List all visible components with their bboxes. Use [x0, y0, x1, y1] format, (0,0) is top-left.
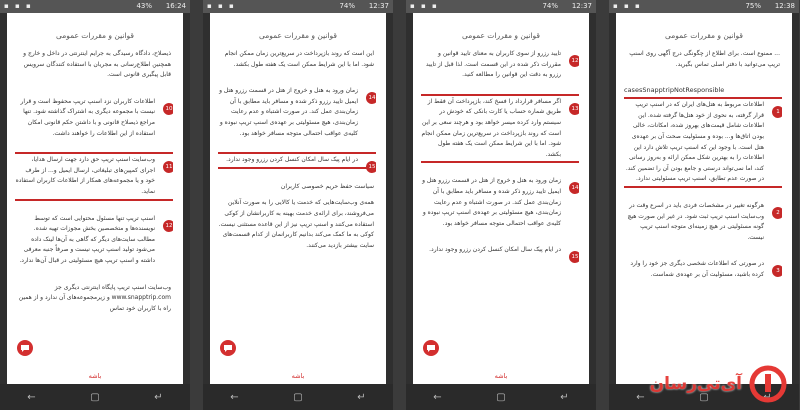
notification-icons: ▪ ▪ ▪ [613, 2, 642, 10]
clock: 12:37 [368, 2, 389, 10]
item-text: اطلاعات کاربران نزد اسنپ تریپ محفوظ است و قرار نیست با مجموعه دیگری به اشتراک گذاشته شود. تنها مراجع ذیصلاح قانونی و با داشتن حکم قانونی امکان استفاده از این اطلاعات را خواهند داشت. [20, 97, 155, 137]
android-nav-bar [203, 384, 393, 410]
recent-apps-icon[interactable]: ↵ [357, 391, 366, 403]
item-text: ... ممنوع است. برای اطلاع از چگونگی درج آگهی روی اسنپ تریپ می‌توانید با دفتر اصلی تماس بگیرید. [629, 50, 780, 68]
recent-apps-icon[interactable]: ↵ [560, 391, 569, 403]
status-bar [0, 0, 190, 13]
list-item [624, 201, 782, 243]
ok-button[interactable]: باشه [494, 372, 508, 380]
logo-icon [748, 364, 788, 404]
list-item [624, 49, 782, 70]
list-item-highlighted [624, 100, 782, 185]
list-item [624, 259, 782, 280]
notification-icons: ▪ ▪ ▪ [4, 2, 33, 10]
terms-list[interactable] [15, 49, 173, 364]
clock: 12:38 [774, 2, 795, 10]
chat-button[interactable] [220, 340, 236, 356]
item-number-badge: 11 [163, 161, 173, 173]
chat-icon [427, 345, 435, 352]
item-text: اگر مسافر قرارداد را فسخ کند، بازپرداخت آن فقط از طریق شماره حساب یا کارت بانکی که خودش در سیستم وارد کرده میسر خواهد بود و هرچند سعی بر این است که روند بازپرداخت در سریع‌ترین زمان ممکن انجام شود. اما با این شرایط ممکن است یک هفته طول بکشد. [421, 97, 561, 158]
chat-button[interactable] [17, 340, 33, 356]
item-text: زمان ورود به هتل و خروج از هتل در قسمت رزرو هتل و ایمیل تایید رزرو ذکر شده و مسافر باید مطابق با آن زمان‌بندی عمل کند. در صورت اشتباه و عدم رعایت زمان‌بندی، هیچ مسئولیتی بر عهده‌ی اسنپ تریپ نبوده و کلیه‌ی عواقب احتمالی متوجه مسافر خواهد بود. [219, 87, 358, 137]
item-number-badge: 3 [772, 265, 782, 277]
phone-screenshot-3 [406, 0, 596, 410]
list-item-highlighted [421, 97, 579, 161]
item-text: هرگونه تغییر در مشخصات فردی باید در اسرع وقت در وب‌سایت اسنپ تریپ ثبت شود. در غیر این صورت هیچ گونه مسئولیتی در هیچ زمینه‌ای متوجه اسنپ تریپ نیست. [627, 201, 764, 241]
item-text: در صورتی که اطلاعات شخصی دیگری جز خود را وارد کرده باشید، مسئولیت آن بر عهده‌ی شماست. [630, 260, 764, 278]
ok-button[interactable]: باشه [88, 372, 102, 380]
item-number-badge: 12 [569, 55, 579, 67]
terms-dialog [616, 13, 792, 384]
item-text: این است که روند بازپرداخت در سریع‌ترین زمان ممکن انجام شود. اما با این شرایط ممکن است یک هفته طول بکشد. [224, 50, 374, 68]
back-icon[interactable]: ← [27, 391, 36, 403]
list-item [421, 245, 579, 261]
chat-button[interactable] [423, 340, 439, 356]
home-icon[interactable]: ▢ [90, 391, 100, 403]
status-bar [609, 0, 799, 13]
list-item [15, 214, 173, 267]
section-heading: casesSnapptripNotResponsible [624, 86, 725, 95]
item-text: تایید رزرو از سوی کاربران به معنای تایید قوانین و مقررات ذکر شده در این قسمت است. لذا قبل از تایید رزرو به دقت این قوانین را مطالعه کنید. [425, 50, 561, 79]
list-item [218, 198, 376, 251]
back-icon[interactable]: ← [636, 391, 645, 403]
item-text: اطلاعات مربوط به هتل‌های ایران که در اسنپ تریپ قرار گرفته، به نحوی از خود هتل‌ها گرفته شده. این اطلاعات شامل قیمت‌های بهروز شده، امکانات، خالی بودن اتاق‌ها و... بوده و مسئولیت صحت آن بر عهده‌ی هتل است. با وجود این که اسنپ تریپ تلاش دارد این اطلاعات را به بهترین شکل ممکن ارائه و به‌روز رسانی کند، اما نمی‌تواند درستی و جامع بودن آن را تضمین کند. در صورت عدم تطابق، اسنپ تریپ مسئولیتی ندارد. [625, 101, 764, 183]
terms-list[interactable] [421, 49, 579, 364]
dialog-title: قوانین و مقررات عمومی [664, 31, 744, 40]
item-text: همه‌ی وب‌سایت‌هایی که خدمت یا کالایی را به صورت آنلاین می‌فروشند، برای ارائه‌ی خدمت بهینه به کاربرانشان از کوکی استفاده می‌کنند و اسنپ تریپ نیز از این قاعده مستثنی نیست. کوکی به ما کمک می‌کند بدانیم کاربرانمان از کدام قسمت‌های سایت بیشتر بازدید می‌کنند. [218, 199, 374, 249]
phone-screenshot-2 [203, 0, 393, 410]
list-item [15, 97, 173, 139]
home-icon[interactable]: ▢ [293, 391, 303, 403]
item-number-badge: 12 [163, 220, 173, 232]
item-number-badge: 10 [163, 103, 173, 115]
recent-apps-icon[interactable]: ↵ [154, 391, 163, 403]
item-text: ذیصلاح، دادگاه رسیدگی به جرایم اینترنتی در داخل و خارج و همچنین اطلاع‌رسانی به مجریان با استفاده کنندگان سرویس قابل پیگیری قانونی است. [23, 50, 171, 79]
chat-icon [224, 345, 232, 352]
item-number-badge: 15 [569, 251, 579, 263]
list-item [218, 86, 376, 139]
notification-icons: ▪ ▪ ▪ [410, 2, 439, 10]
item-number-badge: 15 [366, 161, 376, 173]
clock: 16:24 [165, 2, 186, 10]
ok-button[interactable]: باشه [291, 372, 305, 380]
clock: 12:37 [571, 2, 592, 10]
terms-list[interactable] [218, 49, 376, 364]
section-heading: سیاست حفظ حریم خصوصی کاربران [280, 182, 374, 190]
terms-dialog [210, 13, 386, 384]
phone-screenshot-4 [609, 0, 799, 410]
notification-icons: ▪ ▪ ▪ [207, 2, 236, 10]
terms-dialog [413, 13, 589, 384]
chat-icon [21, 345, 29, 352]
back-icon[interactable]: ← [230, 391, 239, 403]
item-text: وب‌سایت اسنپ تریپ پایگاه اینترنتی دیگری جز www.snapptrip.com و زیرمجموعه‌های آن ندارد و از همین راه با کاربران خود تماس [18, 283, 171, 312]
site-watermark-logo [649, 364, 792, 404]
dialog-title: قوانین و مقررات عمومی [461, 31, 541, 40]
home-icon[interactable]: ▢ [496, 391, 506, 403]
item-number-badge: 2 [772, 207, 782, 219]
item-number-badge: 14 [366, 92, 376, 104]
dialog-title: قوانین و مقررات عمومی [258, 31, 338, 40]
status-bar [406, 0, 596, 13]
android-nav-bar [0, 384, 190, 410]
list-item-highlighted [218, 155, 376, 171]
item-text: وب‌سایت اسنپ تریپ حق دارد جهت ارسال هدایا، اجرای کمپین‌های تبلیغاتی، ارسال ایمیل و... از طرف خود و یا مجموعه‌های همکار از اطلاعات کاربران استفاده نماید. [15, 156, 155, 195]
item-number-badge: 13 [569, 103, 579, 115]
status-bar [203, 0, 393, 13]
item-number-badge: 14 [569, 182, 579, 194]
list-item [421, 49, 579, 81]
terms-dialog [7, 13, 183, 384]
dialog-title: قوانین و مقررات عمومی [55, 31, 135, 40]
battery-percent: 74% [542, 2, 558, 10]
recent-apps-icon[interactable]: ↵ [763, 391, 772, 403]
item-text: اسنپ تریپ تنها مسئول محتوایی است که توسط نویسنده‌ها و متخصصین بخش مجوزات تهیه شده. مطالب سایت‌های دیگر که گاهی به آن‌ها لینک داده می‌شود تولید اسنپ تریپ نیست و صرفاً جنبه معرفی داشته و اسنپ تریپ هیچ مسئولیتی در قبال آن‌ها ندارد. [19, 214, 155, 264]
item-number-badge: 1 [772, 106, 782, 118]
terms-list[interactable] [624, 49, 782, 364]
phone-screenshot-1 [0, 0, 190, 410]
android-nav-bar [406, 384, 596, 410]
list-item [15, 283, 173, 315]
home-icon[interactable]: ▢ [699, 391, 709, 403]
battery-percent: 74% [339, 2, 355, 10]
list-item [15, 49, 173, 81]
back-icon[interactable]: ← [433, 391, 442, 403]
watermark-text: آی‌تی‌رسان [649, 374, 742, 394]
battery-percent: 43% [136, 2, 152, 10]
item-text: در ایام پیک سال امکان کنسل کردن رزرو وجود ندارد. [226, 156, 358, 164]
item-text: در ایام پیک سال امکان کنسل کردن رزرو وجود ندارد. [429, 246, 561, 254]
list-item [218, 49, 376, 70]
list-item-highlighted [15, 155, 173, 197]
list-item [421, 176, 579, 229]
item-text: زمان ورود به هتل و خروج از هتل در قسمت رزرو هتل و ایمیل تایید رزرو ذکر شده و مسافر باید مطابق با آن زمان‌بندی عمل کند. در صورت اشتباه و عدم رعایت زمان‌بندی، هیچ مسئولیتی بر عهده‌ی اسنپ تریپ نبوده و کلیه‌ی عواقب احتمالی متوجه مسافر خواهد بود. [422, 177, 561, 227]
battery-percent: 75% [745, 2, 761, 10]
